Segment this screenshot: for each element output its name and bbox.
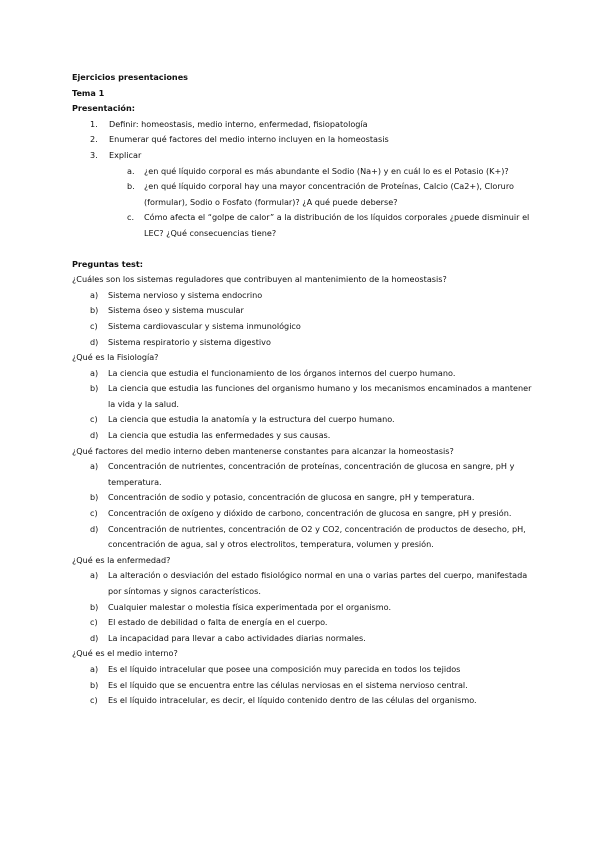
list-item-text: Enumerar qué factores del medio interno incluyen en la homeostasis <box>109 134 389 145</box>
answer-option <box>72 522 532 553</box>
answer-option <box>72 303 532 319</box>
spacer <box>72 242 532 257</box>
list-marker: b. <box>127 181 135 192</box>
option-text: Concentración de nutrientes, concentración de O2 y CO2, concentración de productos de desecho, pH, concentración de agua, sal y otros electrolitos, temperatura, volumen y presión. <box>108 523 526 550</box>
option-marker: a) <box>90 663 99 674</box>
answer-option <box>72 662 532 678</box>
option-marker: d) <box>90 632 99 643</box>
option-text: La ciencia que estudia las enfermedades y sus causas. <box>108 430 331 441</box>
answer-option <box>72 381 532 412</box>
list-item-text: ¿en qué líquido corporal hay una mayor concentración de Proteínas, Calcio (Ca2+), Cloruro (formular), Sodio o Fosfato (formular)? ¿A qué puede deberse? <box>144 181 514 207</box>
list-marker: a. <box>127 165 135 176</box>
option-text: El estado de debilidad o falta de energía en el cuerpo. <box>108 617 328 628</box>
answer-option <box>72 428 532 444</box>
option-marker: a) <box>90 461 99 472</box>
question-text: ¿Cuáles son los sistemas reguladores que contribuyen al mantenimiento de la homeostasis? <box>72 274 447 285</box>
answer-option <box>72 366 532 382</box>
option-marker: c) <box>90 508 98 519</box>
list-marker: 3. <box>90 149 98 160</box>
option-marker: c) <box>90 320 98 331</box>
option-text: Sistema nervioso y sistema endocrino <box>108 289 263 300</box>
answer-option <box>72 319 532 335</box>
list-marker: c. <box>127 212 135 223</box>
option-text: La incapacidad para llevar a cabo actividades diarias normales. <box>108 632 366 643</box>
presentacion-heading: Presentación: <box>72 103 135 114</box>
option-text: Es el líquido intracelular que posee una composición muy parecida en todos los tejidos <box>108 663 461 674</box>
list-item-text: Cómo afecta el “golpe de calor” a la distribución de los líquidos corporales ¿puede disminuir el LEC? ¿Qué consecuencias tiene? <box>144 212 530 238</box>
option-text: Es el líquido que se encuentra entre las células nerviosas en el sistema nervioso central. <box>108 679 468 690</box>
question-text: ¿Qué es el medio interno? <box>72 648 178 659</box>
list-marker: 2. <box>90 134 98 145</box>
option-marker: b) <box>90 601 99 612</box>
answer-option <box>72 693 532 709</box>
option-text: Cualquier malestar o molestia física experimentada por el organismo. <box>108 601 392 612</box>
document-title: Ejercicios presentaciones <box>72 72 188 82</box>
option-marker: b) <box>90 492 99 503</box>
option-text: Concentración de sodio y potasio, concentración de glucosa en sangre, pH y temperatura. <box>108 492 475 503</box>
option-marker: b) <box>90 383 99 394</box>
list-item <box>72 132 532 148</box>
preguntas-test-heading: Preguntas test: <box>72 258 143 269</box>
sub-list-item <box>72 179 532 210</box>
option-text: Es el líquido intracelular, es decir, el líquido contenido dentro de las células del organismo. <box>108 695 477 706</box>
answer-option <box>72 678 532 694</box>
option-text: Sistema cardiovascular y sistema inmunológico <box>108 320 301 331</box>
option-marker: a) <box>90 289 99 300</box>
list-item-text: ¿en qué líquido corporal es más abundante el Sodio (Na+) y en cuál lo es el Potasio (K+)? <box>144 165 509 176</box>
question-text: ¿Qué es la enfermedad? <box>72 554 171 565</box>
answer-option <box>72 631 532 647</box>
presentacion-list <box>72 117 532 242</box>
answer-option <box>72 412 532 428</box>
list-item <box>72 148 532 164</box>
option-marker: c) <box>90 414 98 425</box>
option-marker: b) <box>90 679 99 690</box>
answer-option <box>72 459 532 490</box>
list-item <box>72 117 532 133</box>
option-text: Concentración de nutrientes, concentración de proteínas, concentración de glucosa en sangre, pH y temperatura. <box>108 461 515 487</box>
sub-list-item <box>72 164 532 180</box>
question-text: ¿Qué es la Fisiología? <box>72 352 159 363</box>
answer-option <box>72 568 532 599</box>
question-text: ¿Qué factores del medio interno deben mantenerse constantes para alcanzar la homeostasis? <box>72 445 454 456</box>
answer-option <box>72 600 532 616</box>
list-item-text: Explicar <box>109 149 142 160</box>
option-marker: d) <box>90 430 99 441</box>
answer-option <box>72 506 532 522</box>
option-marker: b) <box>90 305 99 316</box>
answer-option <box>72 288 532 304</box>
option-marker: d) <box>90 336 99 347</box>
option-text: La ciencia que estudia las funciones del organismo humano y los mecanismos encaminados a mantener la vida y la salud. <box>108 383 532 409</box>
option-marker: a) <box>90 367 99 378</box>
option-text: La ciencia que estudia la anatomía y la estructura del cuerpo humano. <box>108 414 395 425</box>
option-text: La ciencia que estudia el funcionamiento de los órganos internos del cuerpo humano. <box>108 367 456 378</box>
answer-option <box>72 615 532 631</box>
list-marker: 1. <box>90 118 98 129</box>
answer-option <box>72 490 532 506</box>
option-marker: a) <box>90 570 99 581</box>
option-text: La alteración o desviación del estado fisiológico normal en una o varias partes del cuerpo, manifestada por síntomas y signos característicos. <box>108 570 528 596</box>
option-marker: c) <box>90 617 98 628</box>
sub-list-item <box>72 210 532 241</box>
option-text: Concentración de oxígeno y dióxido de carbono, concentración de glucosa en sangre, pH y presión. <box>108 508 512 519</box>
option-text: Sistema óseo y sistema muscular <box>108 305 244 316</box>
option-marker: c) <box>90 695 98 706</box>
answer-option <box>72 335 532 351</box>
document-page <box>72 70 532 709</box>
tema-heading: Tema 1 <box>72 87 105 98</box>
list-item-text: Definir: homeostasis, medio interno, enfermedad, fisiopatología <box>109 118 368 129</box>
option-marker: d) <box>90 523 99 534</box>
option-text: Sistema respiratorio y sistema digestivo <box>108 336 271 347</box>
